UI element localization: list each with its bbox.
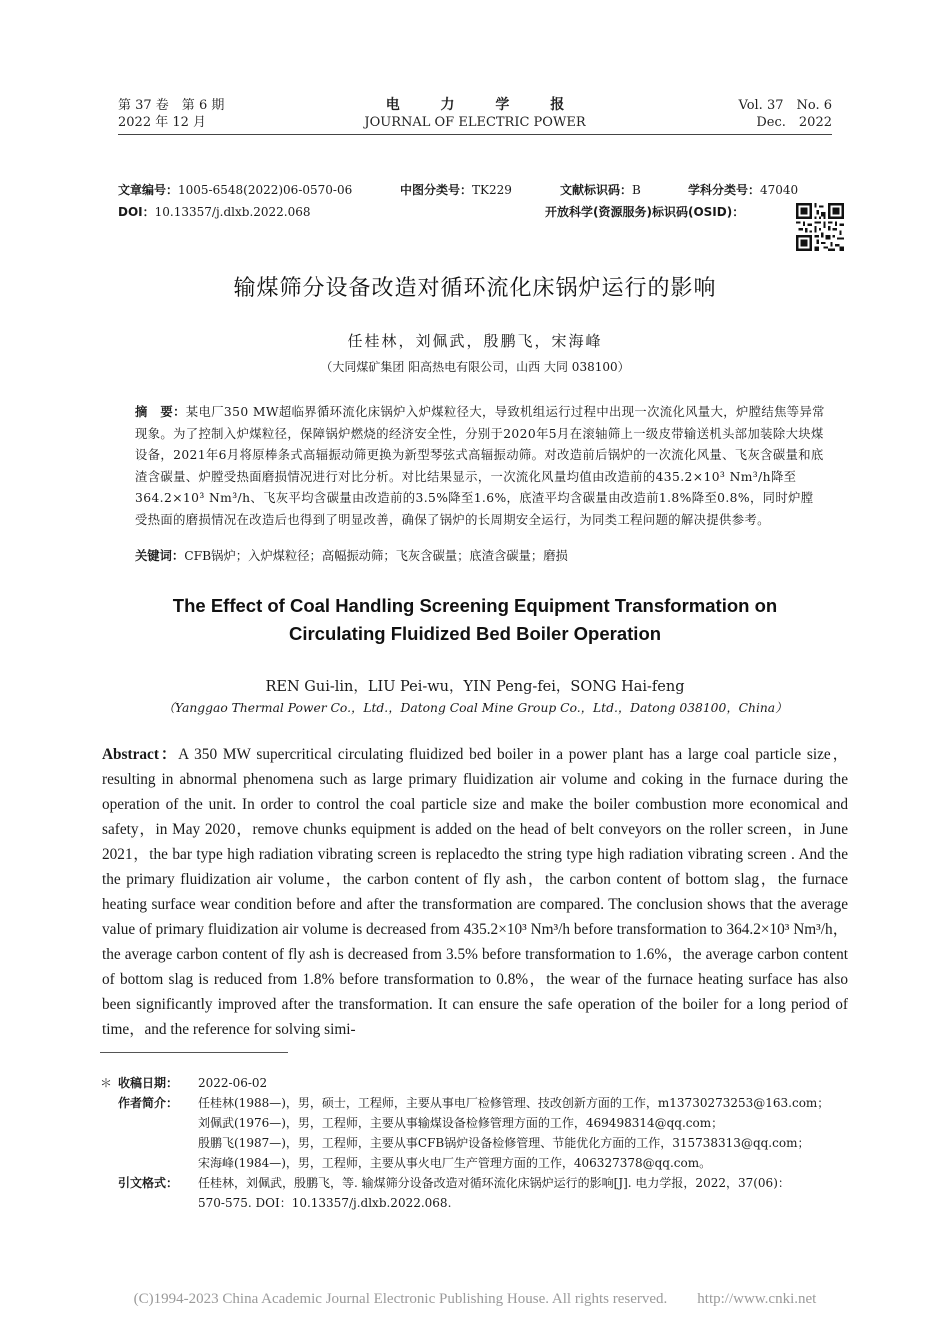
header-date-en: Dec. 2022 [756,115,832,130]
abstract-en [102,742,848,1042]
qr-code-icon[interactable] [796,203,844,251]
received-value: 2022-06-02 [198,1076,268,1090]
subject-code [688,181,798,199]
title-en-line2: Circulating Fluidized Bed Boiler Operation [288,623,662,644]
header-date-cn: 2022 年 12 月 [118,115,207,130]
received-date [100,1073,858,1093]
citation-label: 引文格式： [118,1176,179,1190]
osid-label: 开放科学(资源服务)标识码(OSID)： [545,205,745,219]
author-bios [118,1093,858,1173]
article-number [118,181,352,199]
article-number-label: 文章编号： [118,183,179,197]
doi-value[interactable]: 10.13357/j.dlxb.2022.068 [154,205,311,219]
document-code [560,181,641,199]
authors-cn: 任桂林，刘佩武，殷鹏飞，宋海峰 [347,332,603,350]
footnotes [100,1073,858,1213]
title-en [100,592,850,648]
subject-code-label: 学科分类号： [688,183,761,197]
article-number-value: 1005-6548(2022)06-0570-06 [178,183,353,197]
copyright-notice: (C)1994-2023 China Academic Journal Electronic Publishing House. All rights reserved. http://www.cnki.net [133,1291,817,1307]
author-bio: 殷鹏飞(1987—)，男，工程师，主要从事CFB锅炉设备检修管理、节能优化方面的工作，315738313@qq.com； [198,1136,810,1150]
keywords-cn [135,546,825,566]
subject-code-value: 47040 [760,183,799,197]
received-label: 收稿日期： [118,1076,179,1090]
affiliation-en: （Yanggao Thermal Power Co.，Ltd.，Datong Coal Mine Group Co.，Ltd.，Datong 038100，China） [162,701,788,715]
header-journal [300,97,650,131]
document-code-value: B [632,183,641,197]
footnote-star: ＊ [100,1076,113,1090]
keywords-cn-label: 关键词： [135,549,185,563]
header-issue-info [118,97,224,131]
author-bio-label: 作者简介： [118,1096,179,1110]
osid [545,203,744,221]
footnote-divider [100,1052,288,1053]
citation [118,1173,858,1213]
clc-number [400,181,512,199]
header-issue-en [739,97,833,131]
header-divider [118,134,832,135]
clc-value: TK229 [472,183,512,197]
title-cn: 输煤筛分设备改造对循环流化床锅炉运行的影响 [233,276,717,301]
document-code-label: 文献标识码： [560,183,633,197]
citation-line: 任桂林，刘佩武，殷鹏飞，等. 输煤筛分设备改造对循环流化床锅炉运行的影响[J]. 电力学报，2022，37(06)： [198,1176,790,1190]
clc-label: 中图分类号： [400,183,473,197]
abstract-cn-label: 摘 要： [135,405,186,419]
header-volume-cn: 第 37 卷 第 6 期 [118,98,225,113]
abstract-cn [135,402,825,531]
abstract-en-text: A 350 MW supercritical circulating fluidized bed boiler in a power plant has a large coal particle size，resulting in abnormal phenomena such as large primary fluidization air volume and coking in the furnace during the operation of the unit. In order to control the coal particle size and make the boiler combustion more economical and safety，in May 2020，remove chunks equipment is added on the head of belt conveyors on the roller screen，in June 2021，the bar type high radiation vibrating screen is replacedto the string type high radiation vibrating screen . And the the primary fluidization air volume，the carbon content of fly ash，the carbon content of bottom slag，the furnace heating surface wear condition before and after the transformation are compared. The conclusion shows that the average value of primary fluidization air volume is decreased from 435.2×10³ Nm³/h before transformation to 364.2×10³ Nm³/h，the average carbon content of fly ash is decreased from 3.5% before transformation to 1.6%，the average carbon content of bottom slag is reduced from 1.8% before transformation to 0.8%，the wear of the furnace heating surface has also been significantly improved after the transformation. It can ensure the safe operation of the boiler for a long period of time，and the reference for solving simi- [102,746,848,1038]
doi [118,203,311,221]
author-bio: 宋海峰(1984—)，男，工程师，主要从事火电厂生产管理方面的工作，406327378@qq.com。 [198,1156,712,1170]
journal-name-cn: 电 力 学 报 [385,97,583,113]
authors-en: REN Gui-lin，LIU Pei-wu，YIN Peng-fei，SONG Hai-feng [265,679,685,695]
title-en-line1: The Effect of Coal Handling Screening Equipment Transformation on [172,595,778,616]
doi-label: DOI： [118,205,155,219]
abstract-en-label: Abstract： [102,746,179,763]
author-bio: 刘佩武(1976—)，男，工程师，主要从事输煤设备检修管理方面的工作，469498314@qq.com； [198,1116,724,1130]
header-volume-en: Vol. 37 No. 6 [738,98,832,113]
keywords-cn-text: CFB锅炉；入炉煤粒径；高幅振动筛；飞灰含碳量；底渣含碳量；磨损 [184,549,568,563]
journal-name-en: JOURNAL OF ELECTRIC POWER [364,115,586,130]
author-bio: 任桂林(1988—)，男，硕士，工程师，主要从事电厂检修管理、技改创新方面的工作，m13730273253@163.com； [198,1096,830,1110]
affiliation-cn: （大同煤矿集团 阳高热电有限公司，山西 大同 038100） [320,360,630,374]
citation-line: 570-575. DOI：10.13357/j.dlxb.2022.068. [198,1196,452,1210]
abstract-cn-text: 某电厂350 MW超临界循环流化床锅炉入炉煤粒径大，导致机组运行过程中出现一次流化风量大，炉膛结焦等异常现象。为了控制入炉煤粒径，保障锅炉燃烧的经济安全性，分别于2020年5月在滚轴筛上一级皮带输送机头部加装除大块煤设备，2021年6月将原棒条式高辐振动筛更换为新型琴弦式高辐振动筛。对改造前后锅炉的一次流化风量、飞灰含碳量和底渣含碳量、炉膛受热面磨损情况进行对比分析。对比结果显示，一次流化风量均值由改造前的435.2×10³ Nm³/h降至364.2×10³ Nm³/h、飞灰平均含碳量由改造前的3.5%降至1.6%，底渣平均含碳量由改造前1.8%降至0.8%，同时炉膛受热面的磨损情况在改造后也得到了明显改善，确保了锅炉的长周期安全运行，为同类工程问题的解决提供参考。 [135,405,825,527]
